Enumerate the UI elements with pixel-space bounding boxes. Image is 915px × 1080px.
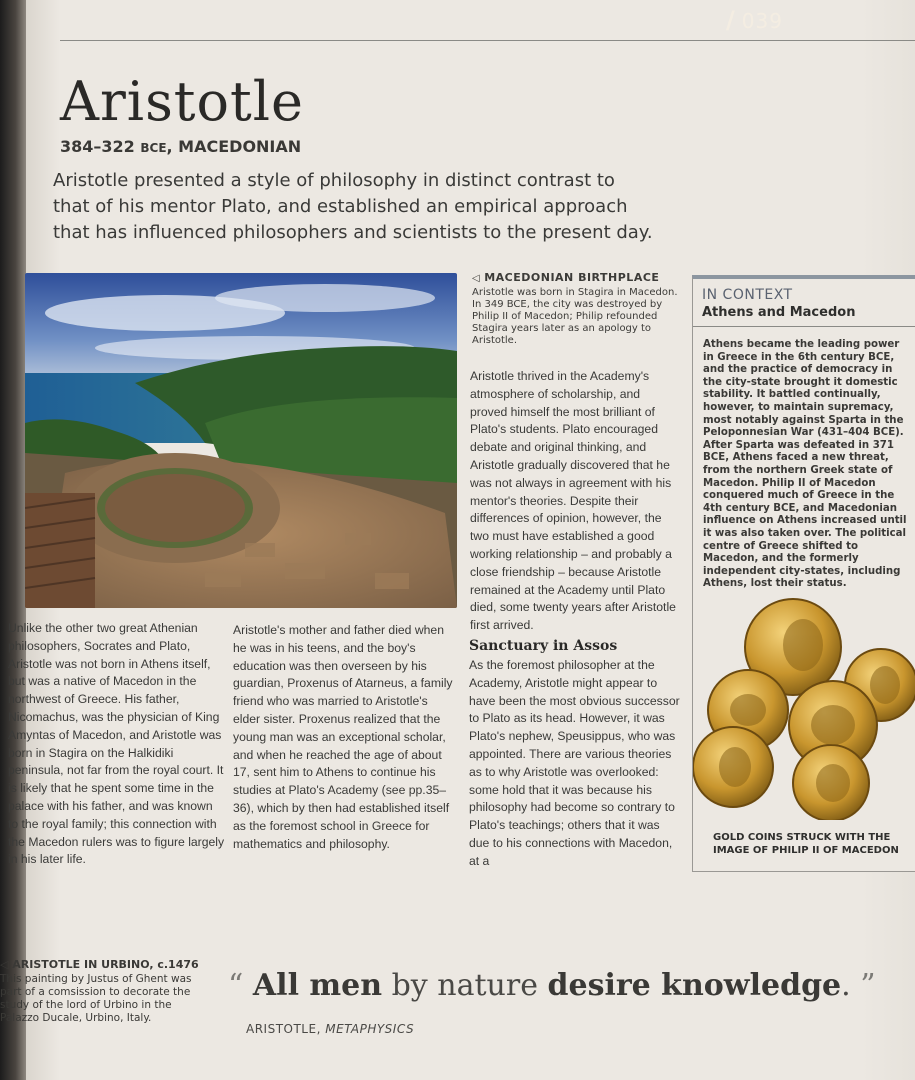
nationality: , MACEDONIAN xyxy=(166,137,302,156)
urbino-caption xyxy=(0,958,200,1025)
quote-part-4: . xyxy=(841,968,851,1003)
in-context-label: IN CONTEXT xyxy=(702,287,793,303)
stagira-photo xyxy=(25,273,457,608)
page-number: 039 xyxy=(741,9,783,33)
photo-caption-title xyxy=(472,272,682,285)
quote-author: ARISTOTLE, xyxy=(246,1022,326,1036)
urbino-caption-text: This painting by Justus of Ghent was part of a comsission to decorate the study of the lord of Urbino in the Palazzo Ducale, Urbino, Italy. xyxy=(0,973,192,1024)
lifespan xyxy=(60,137,301,156)
quote-part-1: All men xyxy=(252,968,383,1003)
quote-work: METAPHYSICS xyxy=(325,1022,415,1036)
page-title: Aristotle xyxy=(60,70,304,133)
body-column-2: Aristotle's mother and father died when he was in his teens, and the boy's education was then overseen by his guardian, Proxenus of Atarneus, a family friend who was married to Aristotle's elder sister. Proxenus realized that the young man was an exceptional scholar, and when he reached the age of about 17, sent him to Athens to continue his studies at Plato's Academy (see pp.35–36), which by then had established itself as the foremost school in Greece for mathematics and philosophy. xyxy=(233,623,453,851)
urbino-caption-title-text: ARISTOTLE IN URBINO, c.1476 xyxy=(12,958,199,971)
in-context-rule xyxy=(693,326,915,327)
book-spine-edge xyxy=(0,0,26,1080)
pull-quote xyxy=(228,968,876,1003)
photo-caption-text: Aristotle was born in Stagira in Macedon. In 349 BCE, the city was destroyed by Philip II of Macedon; Philip refounded Stagira years later as an apology to Aristotle. xyxy=(472,287,678,346)
triangle-left-icon: ◁ xyxy=(472,273,481,284)
triangle-left-icon: ◁ xyxy=(0,958,13,971)
in-context-text: Athens became the leading power in Greece in the 6th century BCE, and the practice of democracy in the city-state brought it domestic stability. It battled continually, however, to maintain supremacy, most notably against Sparta in the Peloponnesian War (431–404 BCE). After Sparta was defeated in 371 BCE, Athens faced a new threat, from the northern Greek state of Macedon. Philip II of Macedon conquered much of Greece in the 4th century BCE, and Macedonian influence on Athens increased until it was also taken over. The political centre of Greece shifted to Macedon, and the formerly independent city-states, including Athens, lost their status. xyxy=(703,339,907,590)
lifespan-years: 384–322 xyxy=(60,137,135,156)
quote-open-mark: “ xyxy=(228,968,244,1003)
photo-caption xyxy=(472,272,682,347)
quote-part-2: by nature xyxy=(382,968,548,1003)
header-rule xyxy=(60,40,915,41)
folio xyxy=(720,6,783,34)
in-context-box xyxy=(692,275,915,872)
in-context-title: Athens and Macedon xyxy=(702,305,856,320)
body-column-3: Aristotle thrived in the Academy's atmosphere of scholarship, and proved himself the most brilliant of Plato's students. Plato encouraged debate and original thinking, and Aristotle gradually discovered that he was not always in agreement with his mentor's theories. Despite their differences of opinion, however, the two must have established a good working relationship – and probably a close friendship – because Aristotle remained at the Academy until Plato died, some twenty years after Aristotle first arrived. xyxy=(470,369,676,633)
gold-coins-image xyxy=(693,595,915,820)
quote-attribution xyxy=(246,1022,414,1036)
photo-caption-title-text: MACEDONIAN BIRTHPLACE xyxy=(484,271,660,284)
lifespan-era: BCE xyxy=(140,141,167,155)
body-column-1: Unlike the other two great Athenian philosophers, Socrates and Plato, Aristotle was not born in Athens itself, but was a native of Macedon in the northwest of Greece. His father, Nicomachus, was the physician of King Amyntas of Macedon, and Aristotle was born in Stagira on the Halkidiki peninsula, not far from the royal court. It is likely that he spent some time in the palace with his father, and was known to the royal family; this connection with the Macedon rulers was to figure largely in his later life. xyxy=(8,621,225,867)
intro-text: Aristotle presented a style of philosophy in distinct contrast to that of his mentor Plato, and established an empirical approach that has influenced philosophers and scientists to the present day. xyxy=(53,170,653,243)
stagira-landscape-image xyxy=(25,273,457,608)
quote-close-mark: ” xyxy=(860,968,876,1003)
quote-part-3: desire knowledge xyxy=(547,968,842,1003)
coin-caption: GOLD COINS STRUCK WITH THE IMAGE OF PHILIP II OF MACEDON xyxy=(713,832,899,856)
urbino-caption-title xyxy=(0,958,200,971)
folio-slash: / xyxy=(726,6,736,34)
section-subhead: Sanctuary in Assos xyxy=(469,638,618,654)
body-column-4: As the foremost philosopher at the Academy, Aristotle might appear to have been the most obvious successor to Plato as its head. However, it was Plato's nephew, Speusippus, who was appointed. There are various theories as to why Aristotle was overlooked: some hold that it was because his philosophy had become so contrary to Plato's teachings; others that it was due to his connections with Macedon, at a xyxy=(469,658,680,868)
